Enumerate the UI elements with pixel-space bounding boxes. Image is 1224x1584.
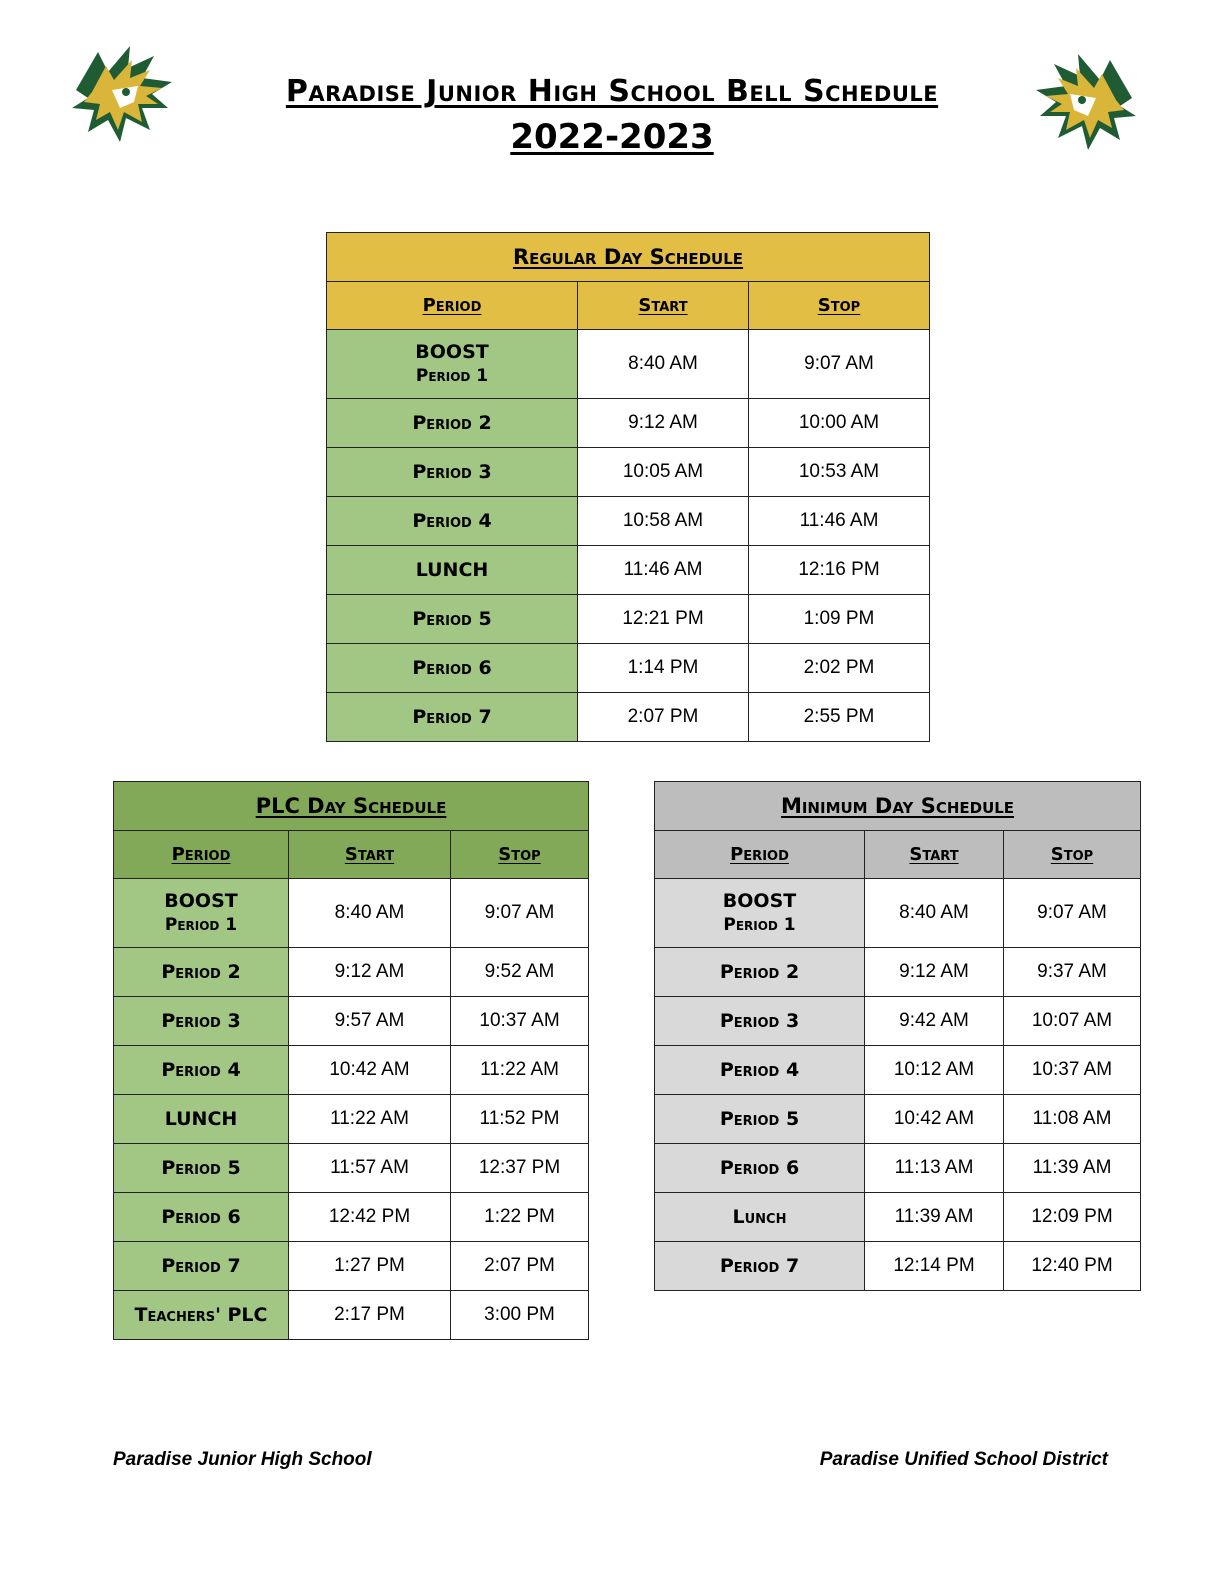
table-row [114,1046,589,1095]
column-header-period: Period [114,831,289,879]
period-label: Period 5 [327,595,578,644]
start-time: 8:40 AM [865,879,1004,948]
stop-time: 12:40 PM [1004,1242,1141,1291]
table-row [114,948,589,997]
period-sublabel: Period 1 [164,915,238,935]
table-row [655,997,1141,1046]
table-row [114,1242,589,1291]
period-label: Period 5 [114,1144,289,1193]
period-sublabel: Period 1 [723,915,796,935]
regular-day-schedule-table [326,232,930,742]
stop-time: 10:53 AM [749,448,930,497]
stop-time: 2:07 PM [451,1242,589,1291]
period-label: BOOST [415,341,489,363]
period-label: Period 7 [114,1242,289,1291]
stop-time: 11:22 AM [451,1046,589,1095]
stop-time: 11:52 PM [451,1095,589,1144]
stop-time: 1:22 PM [451,1193,589,1242]
start-time: 2:07 PM [578,693,749,742]
stop-time: 10:07 AM [1004,997,1141,1046]
period-cell [655,879,865,948]
table-row [327,399,930,448]
column-header-start: Start [865,831,1004,879]
page-title [0,74,1224,157]
period-label: Period 2 [327,399,578,448]
plc-day-schedule-table [113,781,589,1340]
period-label: Period 4 [114,1046,289,1095]
period-label: BOOST [164,890,238,912]
stop-time: 12:16 PM [749,546,930,595]
period-label: Period 4 [655,1046,865,1095]
start-time: 11:46 AM [578,546,749,595]
period-label: Period 5 [655,1095,865,1144]
stop-time: 9:07 AM [451,879,589,948]
start-time: 9:12 AM [289,948,451,997]
stop-time: 10:00 AM [749,399,930,448]
table-title: PLC Day Schedule [114,782,589,831]
table-row [114,879,589,948]
start-time: 8:40 AM [289,879,451,948]
stop-time: 9:07 AM [749,330,930,399]
table-row [327,497,930,546]
start-time: 12:42 PM [289,1193,451,1242]
period-label: Period 6 [655,1144,865,1193]
period-label: Period 7 [327,693,578,742]
stop-time: 10:37 AM [451,997,589,1046]
start-time: 10:42 AM [865,1095,1004,1144]
table-row [114,997,589,1046]
table-row [655,1095,1141,1144]
column-header-period: Period [327,282,578,330]
stop-time: 11:46 AM [749,497,930,546]
period-label: Period 3 [655,997,865,1046]
start-time: 11:57 AM [289,1144,451,1193]
stop-time: 2:55 PM [749,693,930,742]
period-label: Period 2 [655,948,865,997]
table-row [655,1046,1141,1095]
start-time: 9:57 AM [289,997,451,1046]
column-header-stop: Stop [451,831,589,879]
column-header-stop: Stop [1004,831,1141,879]
period-cell [327,330,578,399]
column-header-start: Start [289,831,451,879]
period-label: Period 3 [327,448,578,497]
title-line: Paradise Junior High School Bell Schedule [285,74,939,109]
table-title: Regular Day Schedule [327,233,930,282]
start-time: 9:12 AM [865,948,1004,997]
table-row [327,448,930,497]
stop-time: 11:39 AM [1004,1144,1141,1193]
period-sublabel: Period 1 [415,366,489,386]
stop-time: 12:09 PM [1004,1193,1141,1242]
table-row [114,1144,589,1193]
period-label: Period 4 [327,497,578,546]
footer-school-name: Paradise Junior High School [113,1449,372,1470]
stop-time: 2:02 PM [749,644,930,693]
start-time: 11:13 AM [865,1144,1004,1193]
start-time: 9:12 AM [578,399,749,448]
start-time: 10:12 AM [865,1046,1004,1095]
table-row [655,879,1141,948]
start-time: 10:42 AM [289,1046,451,1095]
period-label: BOOST [722,890,797,912]
start-time: 8:40 AM [578,330,749,399]
table-row [655,1193,1141,1242]
table-title: Minimum Day Schedule [655,782,1141,831]
stop-time: 1:09 PM [749,595,930,644]
column-header-start: Start [578,282,749,330]
table-row [327,693,930,742]
table-row [655,1144,1141,1193]
stop-time: 10:37 AM [1004,1046,1141,1095]
table-row [655,948,1141,997]
period-label: Teachers' PLC [114,1291,289,1340]
period-label: Period 3 [114,997,289,1046]
period-label: Period 2 [114,948,289,997]
stop-time: 3:00 PM [451,1291,589,1340]
period-label: Period 6 [327,644,578,693]
start-time: 12:14 PM [865,1242,1004,1291]
table-row [114,1095,589,1144]
period-label: LUNCH [114,1095,289,1144]
period-cell [114,879,289,948]
school-year: 2022-2023 [510,117,714,157]
table-row [327,644,930,693]
start-time: 10:05 AM [578,448,749,497]
column-header-stop: Stop [749,282,930,330]
start-time: 10:58 AM [578,497,749,546]
start-time: 2:17 PM [289,1291,451,1340]
table-row [327,546,930,595]
start-time: 11:39 AM [865,1193,1004,1242]
table-row [114,1193,589,1242]
column-header-period: Period [655,831,865,879]
footer-district-name: Paradise Unified School District [819,1449,1108,1470]
table-row [327,330,930,399]
table-row [655,1242,1141,1291]
stop-time: 9:52 AM [451,948,589,997]
start-time: 9:42 AM [865,997,1004,1046]
start-time: 11:22 AM [289,1095,451,1144]
period-label: Lunch [655,1193,865,1242]
stop-time: 11:08 AM [1004,1095,1141,1144]
minimum-day-schedule-table [654,781,1141,1291]
stop-time: 9:37 AM [1004,948,1141,997]
table-row [114,1291,589,1340]
period-label: Period 7 [655,1242,865,1291]
start-time: 1:27 PM [289,1242,451,1291]
stop-time: 9:07 AM [1004,879,1141,948]
stop-time: 12:37 PM [451,1144,589,1193]
start-time: 1:14 PM [578,644,749,693]
table-row [327,595,930,644]
period-label: LUNCH [327,546,578,595]
start-time: 12:21 PM [578,595,749,644]
period-label: Period 6 [114,1193,289,1242]
